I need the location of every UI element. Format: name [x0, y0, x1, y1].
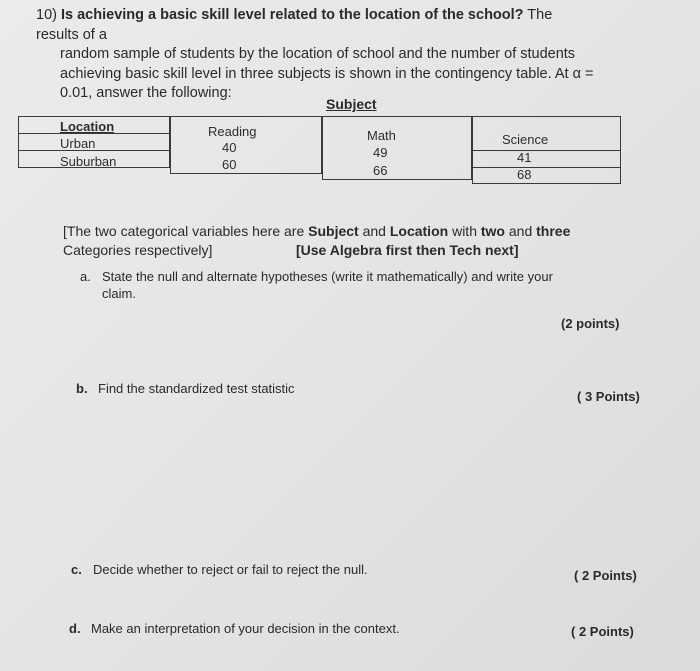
note-variable-subject: Subject	[308, 223, 359, 239]
question-number: 10)	[36, 7, 57, 23]
question-line4: 0.01, answer the following:	[60, 85, 232, 101]
note-two: two	[480, 223, 505, 239]
cell-suburban-science: 68	[517, 167, 532, 182]
part-b-points: ( 3 Points)	[577, 389, 640, 404]
location-header: Location	[60, 119, 115, 134]
note-three: three	[536, 223, 571, 239]
part-c	[71, 561, 491, 578]
part-a-label: a.	[80, 269, 91, 284]
part-c-text: Decide whether to reject or fail to reject the null.	[93, 562, 368, 577]
cell-urban-reading: 40	[222, 140, 237, 155]
note-and-2: and	[504, 223, 537, 239]
note-text-start: [The two categorical variables here are	[63, 223, 309, 239]
part-d	[69, 620, 489, 637]
col-header-reading: Reading	[208, 124, 257, 139]
part-a-line2: claim.	[102, 286, 136, 301]
part-a	[80, 268, 580, 302]
part-d-text: Make an interpretation of your decision in the context.	[91, 621, 400, 636]
science-row-divider	[472, 167, 621, 168]
part-d-points: ( 2 Points)	[571, 624, 634, 639]
part-b-text: Find the standardized test statistic	[98, 381, 295, 396]
col-header-science: Science	[502, 132, 549, 147]
question-line3: achieving basic skill level in three subjects is shown in the contingency table. At α =	[60, 65, 594, 82]
cell-urban-math: 49	[373, 145, 388, 160]
part-d-label: d.	[69, 621, 81, 636]
table-title: Subject	[326, 96, 377, 112]
cell-suburban-reading: 60	[222, 157, 237, 172]
note-with: with	[448, 223, 481, 239]
part-b-label: b.	[76, 381, 88, 396]
row-label-suburban: Suburban	[60, 154, 117, 169]
math-column-cell	[322, 116, 472, 180]
note-line2	[63, 241, 603, 260]
question-lead: Is achieving a basic skill level related to the location of the school?	[61, 7, 524, 23]
note-and-1: and	[358, 223, 390, 239]
question-line2: random sample of students by the location of school and the number of students	[60, 46, 576, 62]
part-b	[76, 380, 496, 397]
note-line1	[63, 222, 603, 241]
note-method: [Use Algebra first then Tech next]	[296, 242, 519, 258]
cell-suburban-math: 66	[373, 163, 388, 178]
col-header-math: Math	[367, 128, 396, 143]
row-label-urban: Urban	[60, 136, 96, 151]
part-c-points: ( 2 Points)	[574, 568, 637, 583]
question-heading	[36, 6, 596, 104]
contingency-table	[18, 116, 621, 184]
part-c-label: c.	[71, 562, 82, 577]
part-a-line1	[80, 268, 580, 285]
part-a-points: (2 points)	[561, 316, 620, 331]
cell-urban-science: 41	[517, 150, 532, 165]
note-categories: Categories respectively]	[63, 242, 213, 258]
question-line1-rest: The results of a	[36, 7, 553, 43]
variables-note	[63, 222, 603, 260]
note-variable-location: Location	[389, 223, 449, 239]
science-header-divider	[472, 150, 621, 151]
part-a-text: State the null and alternate hypotheses (write it mathematically) and write your	[102, 269, 553, 284]
